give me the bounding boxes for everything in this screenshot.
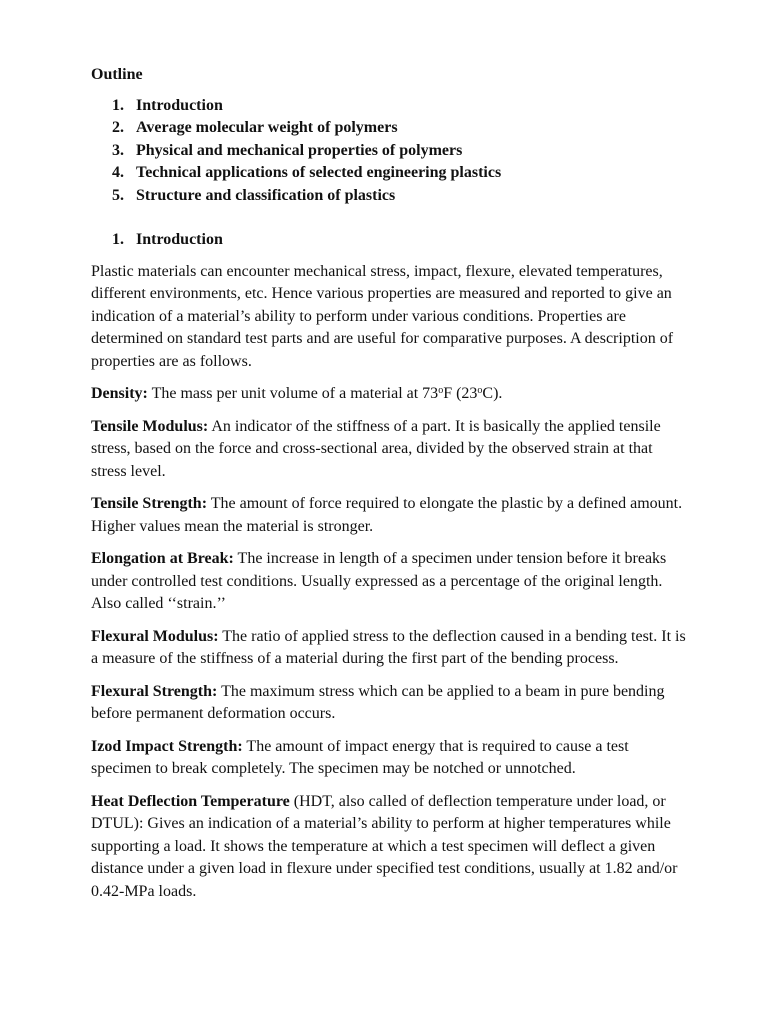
document-page xyxy=(91,64,691,913)
definition-heat-deflection-temperature xyxy=(91,791,691,904)
definition-text: F (23 xyxy=(443,385,478,402)
definition-term: Tensile Modulus: xyxy=(91,417,209,435)
definition-flexural-strength xyxy=(91,681,691,726)
outline-item-number: 4. xyxy=(112,164,124,181)
definition-izod-impact-strength xyxy=(91,736,691,781)
definition-text: The ratio of applied stress to the deflection caused in a bending test. It is a measure of the stiffness of a material during the first part of the bending process. xyxy=(91,627,686,667)
outline-item-label: Structure and classification of plastics xyxy=(136,186,396,204)
outline-item xyxy=(91,95,691,118)
definition-text: An indicator of the stiffness of a part. It is basically the applied tensile stress, based on the force and cross-sectional area, divided by the observed strain at that stress level. xyxy=(91,417,661,480)
section-heading xyxy=(91,229,691,252)
definition-tensile-modulus xyxy=(91,416,691,484)
outline-item xyxy=(91,162,691,185)
outline-item-label: Average molecular weight of polymers xyxy=(136,119,398,136)
degree-superscript: o xyxy=(477,385,483,396)
section-number: 1. xyxy=(112,231,124,248)
degree-superscript: o xyxy=(438,385,444,396)
outline-list xyxy=(91,95,691,208)
outline-item xyxy=(91,185,691,208)
definition-term: Elongation at Break: xyxy=(91,550,234,567)
outline-item-number: 3. xyxy=(112,141,124,159)
definition-text: The maximum stress which can be applied to a beam in pure bending before permanent deformation occurs. xyxy=(91,682,665,722)
definition-tensile-strength xyxy=(91,493,691,538)
definition-term: Density: xyxy=(91,385,148,402)
definition-text: (HDT, also called of deflection temperature under load, or DTUL): Gives an indication of a material’s ability to perform at higher temperatures while supporting a load. It shows the temperature at which a test specimen will deflect a given distance under a given load in flexure under specified test conditions, usually at 1.82 and/or 0.42-MPa loads. xyxy=(91,792,678,900)
outline-item-number: 2. xyxy=(112,119,124,136)
outline-item-label: Technical applications of selected engineering plastics xyxy=(136,164,502,181)
outline-item xyxy=(91,117,691,140)
outline-item xyxy=(91,140,691,163)
definition-text: The mass per unit volume of a material at 73 xyxy=(147,385,439,402)
outline-item-number: 5. xyxy=(112,186,124,204)
intro-paragraph: Plastic materials can encounter mechanical stress, impact, flexure, elevated temperatures, different environments, etc. Hence various properties are measured and reported to give an indication of a material’s ability to perform under various conditions. Properties are determined on standard test parts and are useful for comparative purposes. A description of properties are as follows. xyxy=(91,262,674,370)
definition-elongation-at-break xyxy=(91,548,691,616)
outline-item-label: Introduction xyxy=(136,96,223,114)
definition-density xyxy=(91,383,691,406)
outline-heading: Outline xyxy=(91,66,143,83)
definition-text: The increase in length of a specimen under tension before it breaks under controlled test conditions. Usually expressed as a percentage of the original length. Also called ‘‘strain.’’ xyxy=(91,550,667,612)
outline-item-number: 1. xyxy=(112,96,124,114)
definition-term: Flexural Modulus: xyxy=(91,627,219,645)
definition-term: Tensile Strength: xyxy=(91,495,208,512)
definition-text: C). xyxy=(482,385,503,402)
definition-text: The amount of force required to elongate the plastic by a defined amount. Higher values mean the material is stronger. xyxy=(91,495,683,535)
definition-flexural-modulus xyxy=(91,626,691,671)
definition-term: Heat Deflection Temperature xyxy=(91,792,290,810)
definition-text: The amount of impact energy that is required to cause a test specimen to break completely. The specimen may be notched or unnotched. xyxy=(91,737,629,777)
definition-term: Izod Impact Strength: xyxy=(91,737,243,755)
outline-item-label: Physical and mechanical properties of polymers xyxy=(136,141,463,159)
section-title: Introduction xyxy=(136,231,223,248)
definition-term: Flexural Strength: xyxy=(91,682,218,700)
